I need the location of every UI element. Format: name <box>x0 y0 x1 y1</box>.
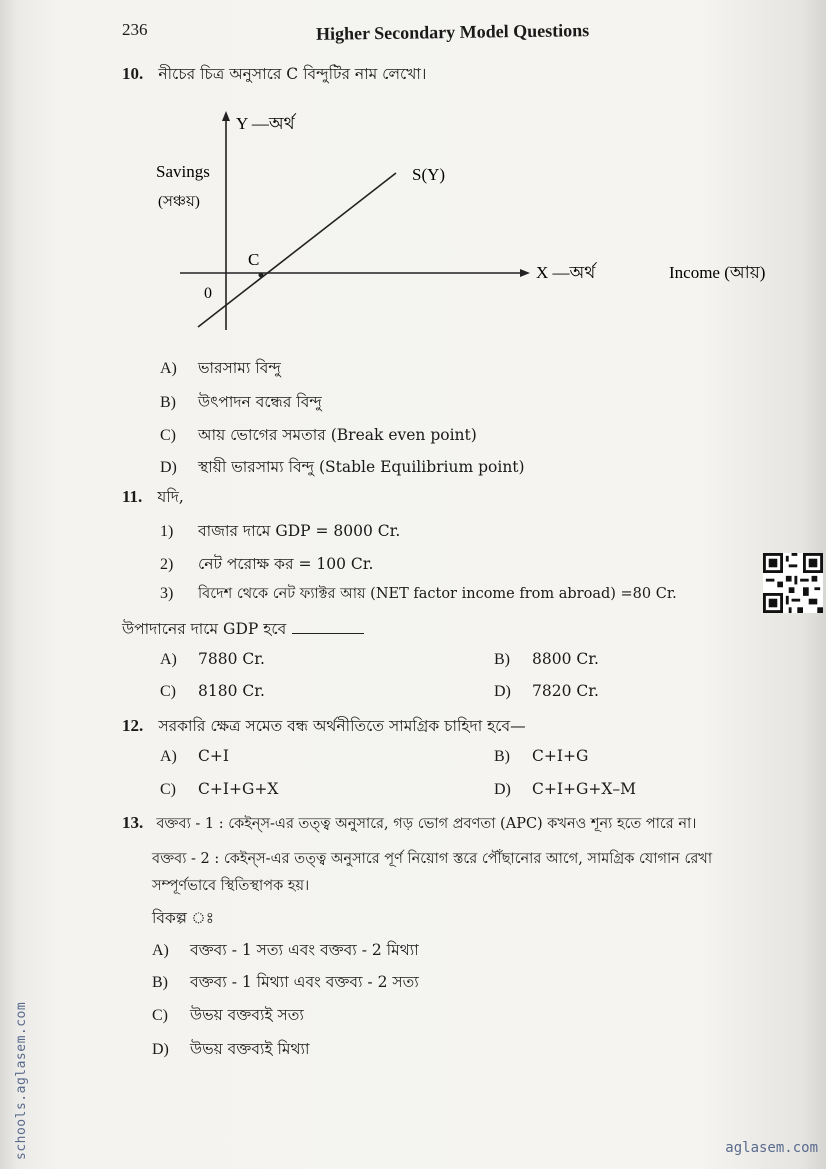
q12-option-a <box>160 747 229 766</box>
q11-item-1 <box>160 519 400 545</box>
q11-item-2 <box>160 552 373 578</box>
option-text: বক্তব্য - 1 সত্য এবং বক্তব্য - 2 মিথ্যা <box>190 941 419 959</box>
option-text: উভয় বক্তব্যই মিথ্যা <box>190 1040 310 1058</box>
question-10 <box>122 62 426 88</box>
item-text: বিদেশ থেকে নেট ফ্যাক্টর আয় (NET factor income from abroad) =80 Cr. <box>198 586 677 602</box>
option-text: উৎপাদন বন্ধের বিন্দু <box>198 393 322 411</box>
q12-option-d <box>494 780 636 799</box>
option-label: A) <box>160 748 177 765</box>
option-label: D) <box>160 459 177 476</box>
option-label: A) <box>152 942 169 959</box>
option-label: D) <box>152 1041 169 1058</box>
option-text: C+I <box>198 747 229 765</box>
option-label: D) <box>494 781 511 798</box>
item-text: বাজার দামে GDP = 8000 Cr. <box>198 522 401 540</box>
curve-label: S(Y) <box>412 165 446 184</box>
q13-option-a <box>152 938 419 964</box>
qr-code-icon <box>763 553 823 613</box>
statement-2-line-1: বক্তব্য - 2 : কেইন্‌স-এর তত্ত্ব অনুসারে পূর্ণ নিয়োগ স্তরে পৌঁছানোর আগে, সামগ্রিক যোগান রেখা <box>152 851 713 867</box>
option-label: C) <box>152 1007 168 1024</box>
q10-option-c <box>160 423 477 449</box>
option-label: D) <box>494 683 511 700</box>
side-watermark: schools.aglasem.com <box>14 1001 29 1160</box>
page-number: 236 <box>122 20 148 39</box>
option-label: B) <box>152 974 168 991</box>
savings-curve <box>198 173 396 327</box>
q12-option-c <box>160 780 278 799</box>
option-label: C) <box>160 427 176 444</box>
option-text: 8180 Cr. <box>198 682 265 700</box>
item-label: 2) <box>160 556 174 573</box>
statement-1: বক্তব্য - 1 : কেইন্‌স-এর তত্ত্ব অনুসারে, গড় ভোগ প্রবণতা (APC) কখনও শূন্য হতে পারে না। <box>156 816 697 832</box>
question-text: সরকারি ক্ষেত্র সমেত বন্ধ অর্থনীতিতে সামগ্রিক চাহিদা হবে— <box>158 717 526 735</box>
question-number: 12. <box>122 716 144 735</box>
y-axis-label: Y —অর্থ <box>236 114 295 133</box>
prompt-text: উপাদানের দামে GDP হবে <box>122 620 287 638</box>
item-text: নেট পরোক্ষ কর = 100 Cr. <box>198 555 374 573</box>
question-13 <box>122 813 696 837</box>
option-label: B) <box>160 394 176 411</box>
option-label: A) <box>160 360 177 377</box>
savings-label-bn: (সঞ্চয়) <box>158 194 200 210</box>
y-axis-arrow-icon <box>222 111 230 121</box>
question-text: নীচের চিত্র অনুসারে C বিন্দুটির নাম লেখো। <box>158 65 427 83</box>
option-label: C) <box>160 683 176 700</box>
option-text: C+I+G+X <box>198 780 279 798</box>
q13-option-b <box>152 970 419 996</box>
option-text: C+I+G <box>532 747 589 765</box>
q10-option-a <box>160 356 281 382</box>
savings-function-graph <box>150 105 790 340</box>
question-11 <box>122 485 184 511</box>
q12-option-b <box>494 747 588 766</box>
q10-option-b <box>160 390 322 416</box>
point-c-label: C <box>248 250 260 269</box>
origin-label: 0 <box>204 285 212 302</box>
option-text: 7820 Cr. <box>532 682 599 700</box>
option-text: উভয় বক্তব্যই সত্য <box>190 1006 304 1024</box>
choice-heading: বিকল্প ঃ <box>152 909 215 927</box>
option-text: ভারসাম্য বিন্দু <box>198 359 281 377</box>
question-number: 10. <box>122 64 144 83</box>
question-number: 13. <box>122 813 144 832</box>
income-label: Income (আয়) <box>669 263 766 282</box>
q13-option-c <box>152 1003 304 1029</box>
item-label: 1) <box>160 523 174 540</box>
option-text: 7880 Cr. <box>198 650 265 668</box>
q13-option-d <box>152 1037 310 1063</box>
point-c-marker <box>259 273 264 278</box>
q11-option-a <box>160 650 265 669</box>
q11-option-b <box>494 650 599 669</box>
q11-option-d <box>494 682 599 701</box>
q11-item-3 <box>160 583 677 607</box>
option-label: B) <box>494 748 510 765</box>
q11-prompt <box>122 617 364 643</box>
q11-option-c <box>160 682 265 701</box>
question-12 <box>122 714 526 740</box>
option-label: C) <box>160 781 176 798</box>
question-number: 11. <box>122 487 143 506</box>
option-text: স্থায়ী ভারসাম্য বিন্দু (Stable Equilibrium point) <box>198 458 525 476</box>
question-text: যদি, <box>157 488 184 506</box>
bottom-watermark: aglasem.com <box>725 1140 818 1156</box>
x-axis-label: X —অর্থ <box>536 263 596 282</box>
option-text: বক্তব্য - 1 মিথ্যা এবং বক্তব্য - 2 সত্য <box>190 973 419 991</box>
item-label: 3) <box>160 585 174 602</box>
statement-2-line-2: সম্পূর্ণভাবে স্থিতিস্থাপক হয়। <box>152 878 310 894</box>
option-label: A) <box>160 651 177 668</box>
option-text: C+I+G+X–M <box>532 780 636 798</box>
savings-label: Savings <box>156 162 210 181</box>
option-label: B) <box>494 651 510 668</box>
page-header-title: Higher Secondary Model Questions <box>315 20 590 44</box>
x-axis-arrow-icon <box>520 269 530 277</box>
option-text: আয় ভোগের সমতার (Break even point) <box>198 426 477 444</box>
q10-option-d <box>160 455 525 481</box>
option-text: 8800 Cr. <box>532 650 599 668</box>
answer-blank <box>292 619 364 634</box>
